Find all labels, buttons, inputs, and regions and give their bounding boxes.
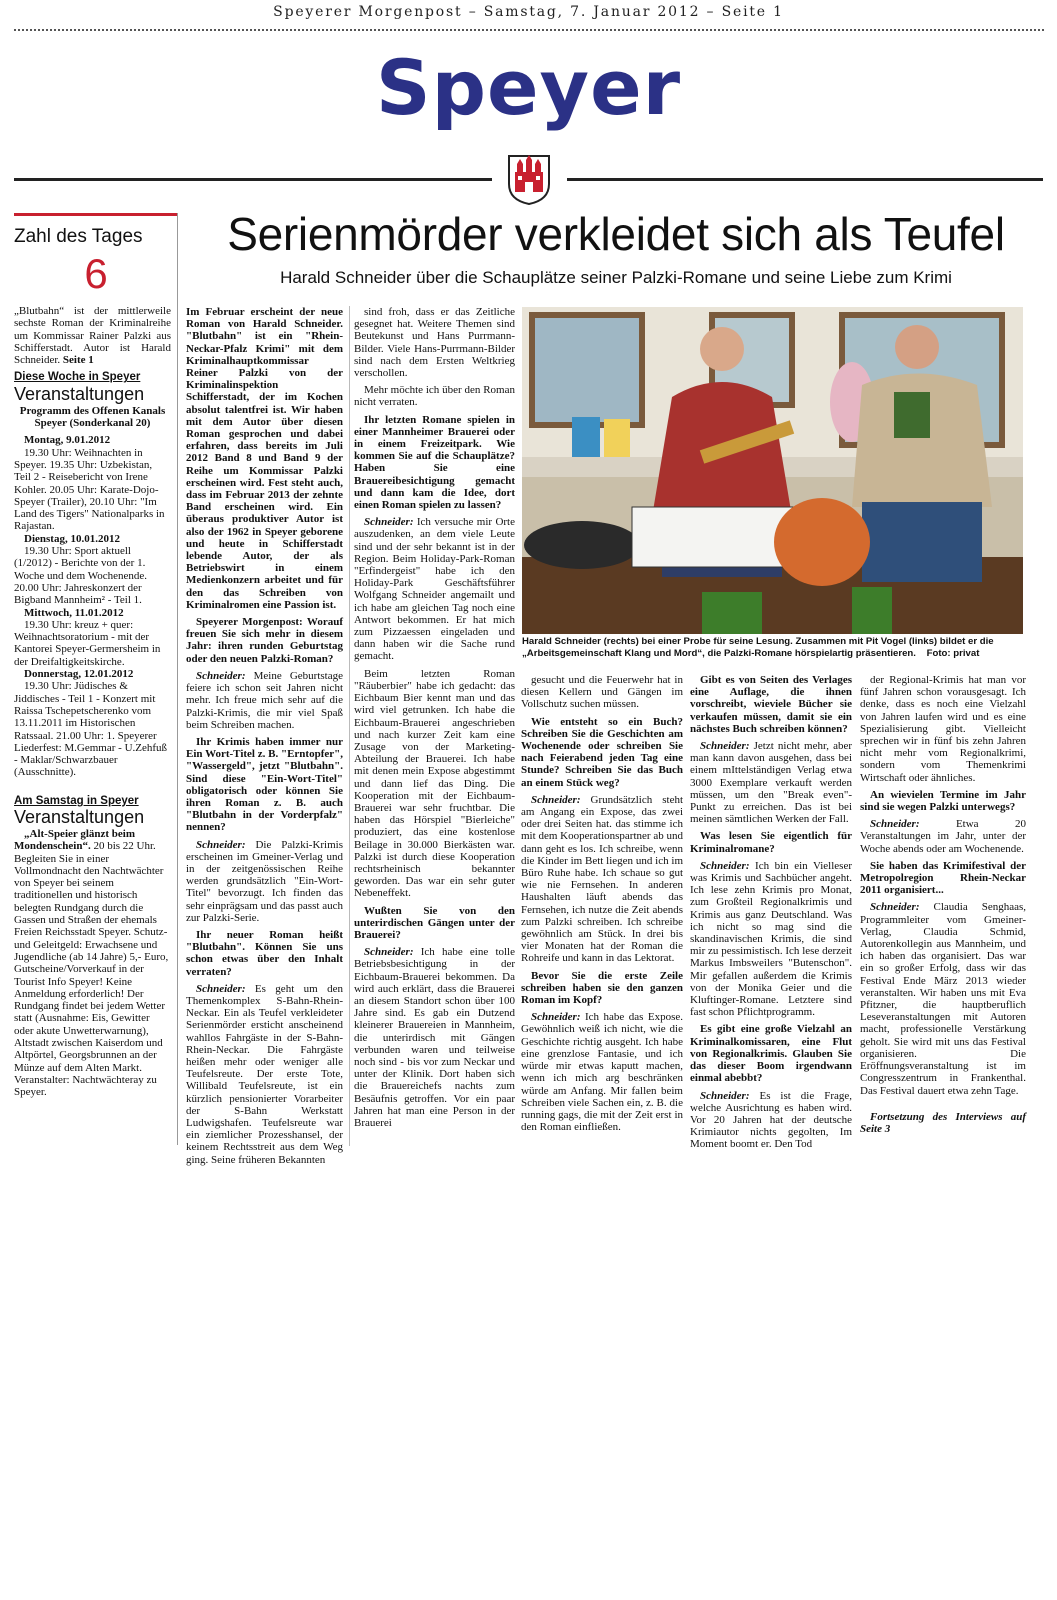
day-text: 19.30 Uhr: Sport aktuell (1/2012) - Berichte von der 1. Woche und dem Wochenende. 20.00 Uhr: Jahreskonzert der Bigband Mannheim² - Teil 1. bbox=[14, 545, 148, 607]
column-divider bbox=[349, 306, 350, 1146]
masthead-title: Speyer bbox=[375, 43, 682, 132]
interview-speaker: Schneider: bbox=[364, 516, 414, 529]
interview-speaker: Schneider: bbox=[700, 859, 750, 872]
interview-answer bbox=[690, 860, 852, 1019]
saturday-event-text: 20 bis 22 Uhr. Begleiten Sie in einer Vollmondnacht den Nachtwächter von Speyer bei seinem traditionellen und historisch belegten Rundgang durch die Gassen und Straßen der ehemals Freien Reichsstadt Speyer. Schutz- und Geleitgeld: Erwachsene und Jugendliche (ab 14 Jahre) 5,- Euro, Gutscheine/Vorverkauf in der Tourist Info Speyer! Keine Anmeldung erforderlich! Der Rundgang findet bei jedem Wetter statt (Ausnahme: Eis, Gewitter oder akute Unwetterwarnung), Altstadt zwischen Kaiserdom und Altpörtel, Georgsbrunnen an der Münze auf dem Alten Markt. Veranstalter: Nachtwächteray zu Speyer. bbox=[14, 840, 169, 1099]
interview-answer-text: Etwa 20 Veranstaltungen im Jahr, unter der Woche abends oder am Wochenende. bbox=[860, 818, 1026, 855]
interview-question: Speyerer Morgenpost: Worauf freuen Sie sich mehr in diesem Jahr: ihren runden Geburtstag oder den neuen Palzki-Roman? bbox=[186, 616, 343, 665]
article-column-4 bbox=[690, 674, 852, 1156]
day-heading: Dienstag, 10.01.2012 bbox=[24, 532, 120, 545]
article-column-3 bbox=[521, 674, 683, 1138]
saturday-event-title: „Alt-Speier glänzt beim Mondenschein“. bbox=[14, 827, 136, 853]
interview-answer-text: Es geht um den Themenkomplex S-Bahn-Rhein-Neckar. Ein als Teufel verkleideter Serienmörder ersticht anscheinend wahllos Fahrgäste in der S-Bahn-Rhein-Neckar. Die Fahrgäste heißen mehr oder weniger alle Teufelsreute. Der erste Tote, Willibald Teufelsreute, ist ein kürzlich pensionierter Vorarbeiter der S-Bahn Werkstatt Ludwigshafen. Teufelsreute war ein ziemlicher Prozesshansel, der keinem Rechtsstreit aus dem Weg ging. Seine früheren Bekannten bbox=[186, 982, 343, 1166]
interview-answer bbox=[186, 983, 343, 1166]
interview-question: Gibt es von Seiten des Verlages eine Auflage, die ihnen vorschreibt, wieviele Bücher sie verkaufen müssen, damit sie ein nächstes Buch schreiben können? bbox=[690, 674, 852, 735]
interview-answer bbox=[354, 516, 515, 662]
interview-speaker: Schneider: bbox=[196, 838, 246, 851]
interview-answer-text: Meine Geburtstage feiere ich schon seit Jahren nicht mehr. Ich freue mich sehr auf die Palzki-Krimis, die mir viel Spaß beim Schreiben machen. bbox=[186, 669, 343, 731]
interview-answer bbox=[354, 946, 515, 1129]
interview-answer bbox=[690, 1090, 852, 1151]
day-heading: Donnerstag, 12.01.2012 bbox=[24, 668, 134, 681]
interview-question: Bevor Sie die erste Zeile schreiben haben sie den ganzen Roman im Kopf? bbox=[521, 969, 683, 1007]
zahl-des-tages-title: Zahl des Tages bbox=[14, 226, 143, 247]
day-text: 19.30 Uhr: kreuz + quer: Weihnachtsoratorium - mit der Kantorei Speyer-Germersheim in der Dreifaltigkeitskirche. bbox=[14, 618, 161, 668]
article-paragraph: Mehr möchte ich über den Roman nicht verraten. bbox=[354, 384, 515, 409]
zahl-des-tages-ref: Seite 1 bbox=[62, 354, 94, 367]
interview-answer bbox=[186, 670, 343, 731]
interview-answer-text: Jetzt nicht mehr, aber man kann davon ausgehen, dass bei einem mIttelständigen Verlag etwa 3000 Exemplare verkauft werden müssen, um den "Break even"-Punkt zu erreichen. Das ist bei meinen sämtlichen Werken der Fall. bbox=[690, 740, 852, 826]
article-paragraph: gesucht und die Feuerwehr hat in diesen Kellern und Gängen im Vollschutz suchen müssen. bbox=[521, 674, 683, 711]
article-paragraph: Beim letzten Roman "Räuberbier" habe ich gedacht: das Eichbaum Bier kennt man und das wird viel getrunken. Ich habe die Eichbaum-Brauerei angeschrieben und nach kurzer Zeit kam eine Zusage von der Marketing-Abteilung der Brauerei. Ich habe mit denen mein Expose abgestimmt und dann lief das Ding. Die Kooperation mit der Eichbaum-Brauerei war sehr fruchtbar. Die haben das Hörspiel "Bierleiche" produziert, das eine kostenlose Beilage in 30.000 Bierkästen war. Palzki ist durch diese Kooperation rechtsrheinisch bekannter geworden. Das war ein sehr guter Nebeneffekt. bbox=[354, 667, 515, 900]
day-text: 19.30 Uhr: Weihnachten in Speyer. 19.35 Uhr: Uzbekistan, Teil 2 - Reisebericht von Irene Kohler. 20.05 Uhr: Karate-Dojo-Speyer (Trailer), 20.10 Uhr: "Im Land des Tigers" Nationalparks in Rajastan. bbox=[14, 446, 165, 533]
interview-answer bbox=[521, 1011, 683, 1133]
interview-question: Was lesen Sie eigentlich für Kriminalromane? bbox=[690, 830, 852, 855]
article-paragraph: sind froh, dass er das Zeitliche gesegnet hat. Weitere Themen sind Beutekunst und Hans Purrmann-Bilder. Viele Hans-Purrmann-Bilder sind nach dem Ersten Weltkrieg verschollen. bbox=[354, 306, 515, 380]
dateline: Speyerer Morgenpost – Samstag, 7. Januar 2012 – Seite 1 bbox=[273, 4, 784, 20]
week-section-heading: Diese Woche in Speyer bbox=[14, 371, 141, 384]
interview-answer-text: Claudia Senghaas, Programmleiter vom Gmeiner-Verlag, Claudia Schmid, Autorenkollegin aus Mannheim, und ich haben das organisiert. Das war ein so großer Erfolg, dass wir das Festival Ende März 2013 wieder veranstalten. Wir haben uns mit Eva Pfitzner, die hauptberuflich Leseveranstaltungen mit Autoren macht, professionelle Verstärkung geholt. Sie wird mit uns das Festival organisieren. Die Eröffnungsveranstaltung ist im Congresszentrum in Frankenthal. Das Festival dauert etwa zehn Tage. bbox=[860, 901, 1027, 1097]
zahl-des-tages-number: 6 bbox=[84, 250, 108, 297]
interview-answer-text: Ich habe eine tolle Betriebsbesichtigung in der Eichbaum-Brauerei bekommen. Da wird auch erklärt, dass die Brauerei an diesem Standort schon über 100 Jahre sind. Es gab ein Dutzend kleinerer Brauereien in Mannheim, die unterirdisch mit Gängen verbunden waren und teilweise noch sind - bis vor zum Neckar und unter der Klinik. Dort haben sich die Brauereichefs nachts zum Besäufnis getroffen. Vor ein paar Jahren hat man eine Person in der Brauerei bbox=[354, 946, 515, 1129]
article-photo bbox=[522, 307, 1023, 634]
week-section-subheading: Veranstaltungen bbox=[14, 383, 145, 404]
interview-question: Sie haben das Krimifestival der Metropolregion Rhein-Neckar 2011 organisiert... bbox=[860, 859, 1026, 897]
saturday-section-subheading: Veranstaltungen bbox=[14, 806, 145, 827]
saturday-event bbox=[14, 828, 171, 1099]
article-column-1 bbox=[186, 306, 343, 1171]
interview-answer bbox=[690, 740, 852, 825]
sidebar bbox=[14, 305, 171, 1099]
article-headline: Serienmörder verkleidet sich als Teufel bbox=[227, 208, 1005, 260]
interview-question: Wußten Sie von den unterirdischen Gängen unter der Brauerei? bbox=[354, 904, 515, 941]
article-lead: Im Februar erscheint der neue Roman von Harald Schneider. "Blutbahn" ist ein "Rhein-Neckar-Pfalz Krimi" mit dem Kriminalhauptkommissar Reiner Palzki von der Kriminalinspektion Schifferstadt, der im Kochen absolut talentfrei ist. Wir haben mit dem Autor über diesen Roman gesprochen und dabei erfahren, dass bereits im Juli 2012 Band 8 und Band 9 der Reihe um Kommissar Palzki erscheinen wird. Fest steht auch, dass im Februar 2013 der zehnte Band erscheinen wird. Ein überaus produktiver Autor ist also der 1962 in Speyer geborene und heute in Schifferstadt lebende Autor, der als Betriebswirt in einem Medienkonzern arbeitet und für den das Schreiben von Kriminalromen eine Passion ist. bbox=[186, 306, 343, 611]
interview-answer bbox=[860, 818, 1026, 855]
photo-credit: Foto: privat bbox=[926, 648, 980, 659]
day-heading: Mittwoch, 11.01.2012 bbox=[24, 606, 124, 619]
interview-question: An wievielen Termine im Jahr sind sie wegen Palzki unterwegs? bbox=[860, 788, 1026, 814]
masthead-rule-right bbox=[567, 178, 1043, 181]
interview-answer-text: Grundsätzlich steht am Angang ein Expose, das zwei oder drei Seiten hat. das stimme ich mit dem Kooperationspartner ab und dann geht es los. Ich schreibe, wenn die Kinder im Bett liegen und ich im Büro Ruhe habe. Ich schaue so gut wie nie Fernsehen. In anderen Haushalten läuft abends das Fernsehen, ich nutze die Zeit abends zum Palzki schreiben. Ich schreibe gewöhnlich am Stück. In drei bis vier Monaten hat der Roman die Rohreife und kann in das Lektorat. bbox=[521, 793, 684, 965]
interview-speaker: Schneider: bbox=[364, 946, 414, 959]
interview-answer-text: Es ist die Frage, welche Ausrichtung es haben wird. Vor 20 Jahren hat der deutsche Krimiautor nichts gegolten, Im Moment boomt er. Den Tod bbox=[690, 1089, 852, 1151]
article-column-2 bbox=[354, 306, 515, 1134]
interview-speaker: Schneider: bbox=[531, 793, 581, 806]
interview-question: Ihr Krimis haben immer nur Ein Wort-Titel z. B. "Erntopfer", "Wassergeld", jetzt "Blutbahn". Sind diese "Ein-Wort-Titel" obligatorisch oder können Sie ihren Roman z. B. auch "Blutbahn in der Vorderpfalz" nennen? bbox=[186, 735, 343, 834]
article-column-5 bbox=[860, 674, 1026, 1140]
interview-answer-text: Ich habe das Expose. Gewöhnlich weiß ich nicht, wie die Geschichte richtig ausgeht. Ich habe eine grenzlose Fantasie, und ich würde mir etwas kaputt machen, wenn ich mich arg beschränken würde am Anfang. Mir fallen beim Schreiben viele Sachen ein, z. B. die running gags, die mit der Zeit erst in den Roman einfließen. bbox=[521, 1011, 684, 1134]
photo-caption bbox=[522, 636, 1024, 660]
sidebar-divider bbox=[177, 213, 178, 1145]
interview-answer-text: Die Palzki-Krimis erscheinen im Gmeiner-Verlag und in der zeitgenössischen Reihe werden grundsätzlich "Ein-Wort-Titel" bevorzugt. Ich finden das sehr einprägsam und das passt auch zur Palzki-Serie. bbox=[186, 838, 343, 924]
interview-question: Ihr neuer Roman heißt "Blutbahn". Können Sie uns schon etwas über den Inhalt verraten? bbox=[186, 928, 343, 978]
dateline-divider bbox=[14, 29, 1044, 31]
interview-answer bbox=[521, 794, 683, 965]
interview-speaker: Schneider: bbox=[700, 1089, 750, 1102]
saturday-section-heading: Am Samstag in Speyer bbox=[14, 794, 139, 807]
article-paragraph: der Regional-Krimis hat man vor fünf Jahren schon vorausgesagt. Ich denke, dass es noch eine Vielzahl von Jahren laufen wird und es eine Spezialisierung gibt. Vielleicht sprechen wir in fünf bis zehn Jahren nicht mehr vom Regionalkrimi, sondern vom Themenkrimi Wirtschaft oder ähnliches. bbox=[860, 674, 1026, 784]
interview-speaker: Schneider: bbox=[870, 901, 920, 914]
interview-answer bbox=[860, 901, 1026, 1096]
interview-question: Es gibt eine große Vielzahl an Kriminalkomissaren, eine Flut von Regionalkrimis. Glauben Sie das dieser Boom irgendwann einmal abebbt? bbox=[690, 1023, 852, 1085]
speyer-coat-of-arms-icon bbox=[507, 154, 551, 206]
week-intro: Programm des Offenen Kanals Speyer (Sonderkanal 20) bbox=[19, 404, 166, 430]
interview-speaker: Schneider: bbox=[196, 669, 246, 682]
photo-caption-text: Harald Schneider (rechts) bei einer Probe für seine Lesung. Zusammen mit Pit Vogel (links) bildet er die „Arbeitsgemeinschaft Klang und Mord“, die Palzki-Romane hörspielartig präsentieren. bbox=[522, 636, 994, 659]
interview-answer-text: Ich versuche mir Orte auszudenken, an dem viele Leute sind und der sehr bekannt ist in der Region. Beim Holiday-Park-Roman "Erfindergeist" habe ich den Holiday-Park Geschäftsführer Wolfgang Schneider angemailt und ich habe am gleichen Tag noch eine Antwort bekommen. Er hat mich zum Pizzaessen eingeladen und dann haben wir die Sache rund gemacht. bbox=[354, 516, 515, 663]
interview-speaker: Schneider: bbox=[700, 740, 750, 753]
continuation-note: Fortsetzung des Interviews auf Seite 3 bbox=[860, 1110, 1026, 1135]
article-subheadline: Harald Schneider über die Schauplätze seiner Palzki-Romane und seine Liebe zum Krimi bbox=[280, 268, 952, 287]
day-heading: Montag, 9.01.2012 bbox=[24, 434, 111, 447]
day-text: 19.30 Uhr: Jüdisches & Jiddisches - Teil 1 - Konzert mit Raissa Tschepetscherenko vom 13.11.2011 im Historischen Ratssaal. 21.00 Uhr: 1. Speyerer Liederfest: M.Gemmar - U.Zehfuß - Maklar/Schwarzbauer (Ausschnitte). bbox=[14, 680, 168, 779]
interview-question: Ihr letzten Romane spielen in einer Mannheimer Brauerei oder in einem Freizeitpark. Wie kommen Sie auf die Schauplätze? Haben Sie eine Brauereibesichtigung gemacht und dann kam die Idee, dort einen Roman spielen zu lassen? bbox=[354, 413, 515, 512]
interview-speaker: Schneider: bbox=[870, 818, 920, 831]
interview-question: Wie entsteht so ein Buch? Schreiben Sie die Geschichten am Wochenende oder schreiben Sie nach Feierabend jeden Tag eine Stunde? Schreiben Sie das Buch an einem Stück weg? bbox=[521, 715, 683, 789]
interview-speaker: Schneider: bbox=[531, 1011, 581, 1024]
interview-speaker: Schneider: bbox=[196, 982, 246, 995]
masthead-rule-left bbox=[14, 178, 492, 181]
interview-answer-text: Ich bin ein Vielleser was Krimis und Sachbücher angeht. Ich lese zehn Krimis pro Monat, zum Großteil Regionalkrimis und Krimis aus ganz Deutschland. Was ich nicht so mag sind die skandinavischen Krimis, die sind mir zu pessimistisch. Ich lese derzeit Markus Imbsweilers "Butenschon". Mir gefallen außerdem die Krimis von der Monika Geier und die Kluftinger-Romane. Letztere sind fast schon Pflichtprogramm. bbox=[690, 859, 852, 1019]
sidebar-accent-rule bbox=[14, 213, 178, 216]
interview-answer bbox=[186, 839, 343, 924]
zahl-des-tages-text: „Blutbahn“ ist der mittlerweile sechste Roman der Kriminalreihe um Kommissar Rainer Palzki aus Schifferstadt. Autor ist Harald Schneider. Seite 1 bbox=[14, 305, 171, 367]
